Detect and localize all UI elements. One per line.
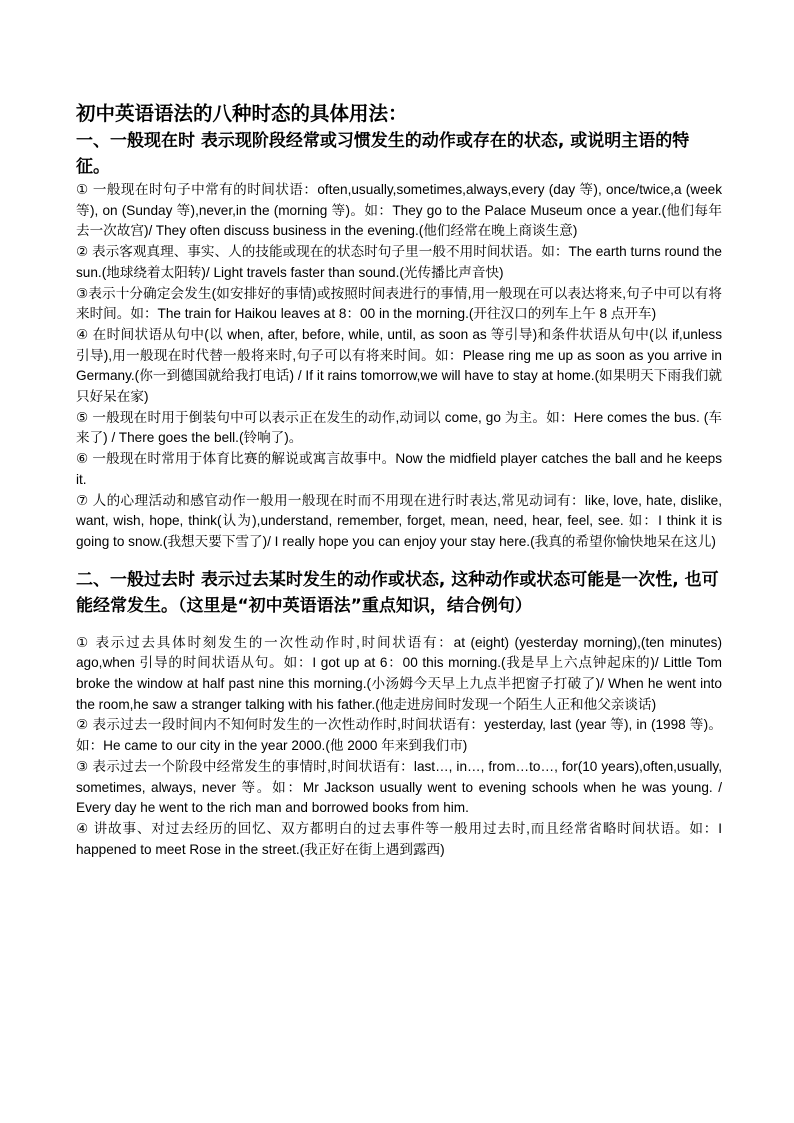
section-1-item-1: ① 一般现在时句子中常有的时间状语：often,usually,sometimes,always,every (day 等), once/twice,a (week 等), on (Sunday 等),never,in the (morning 等)。如：They go to the Palace Museum once a year.(他们每年去一次故宫)/ They often discuss business in the evening.(他们经常在晚上商谈生意) [76,182,722,239]
section-1-item-6: ⑥ 一般现在时常用于体育比赛的解说或寓言故事中。Now the midfield player catches the ball and he keeps it. [76,451,722,487]
section-2-item-1: ① 表示过去具体时刻发生的一次性动作时,时间状语有：at (eight) (yesterday morning),(ten minutes) ago,when 引导的时间状语从句。如：I got up at 6：00 this morning.(我是早上六点钟起床的)/ Little Tom broke the window at half past nine this morning.(小汤姆今天早上九点半把窗子打破了)/ When he went into the room,he saw a stranger talking with his father.(他走进房间时发现一个陌生人正和他父亲谈话) [76,634,722,712]
section-1-heading: 一、一般现在时 表示现阶段经常或习惯发生的动作或存在的状态, 或说明主语的特征。 [76,131,690,177]
section-1-item-4: ④ 在时间状语从句中(以 when, after, before, while, until, as soon as 等引导)和条件状语从句中(以 if,unless 引导),用一般现在时代替一般将来时,句子可以有将来时间。如：Please ring me up as soon as you arrive in Germany.(你一到德国就给我打电话) / If it rains tomorrow,we will have to stay at home.(如果明天下雨我们就只好呆在家) [76,326,722,405]
section-spacer [76,553,722,567]
section-1-item-7: ⑦ 人的心理活动和感官动作一般用一般现在时而不用现在进行时表达,常见动词有：like, love, hate, dislike, want, wish, hope, think(认为),understand, remember, forget, mean, need, hear, feel, see. 如：I think it is going to snow.(我想天要下雪了)/ I really hope you can enjoy your stay here.(我真的希望你愉快地呆在这儿) [76,492,722,549]
section-1-item-2: ② 表示客观真理、事实、人的技能或现在的状态时句子里一般不用时间状语。如：The earth turns round the sun.(地球绕着太阳转)/ Light travels faster than sound.(光传播比声音快) [76,244,722,280]
section-2-item-4: ④ 讲故事、对过去经历的回忆、双方都明白的过去事件等一般用过去时,而且经常省略时间状语。如：I happened to meet Rose in the street.(我正好在街上遇到露西) [76,820,722,857]
section-1-item-5: ⑤ 一般现在时用于倒装句中可以表示正在发生的动作,动词以 come, go 为主。如：Here comes the bus. (车来了) / There goes the bell.(铃响了)。 [76,409,722,446]
section-2-heading: 二、一般过去时 表示过去某时发生的动作或状态, 这种动作或状态可能是一次性, 也可能经常发生。（这里是“初中英语语法”重点知识，结合例句） [76,569,719,616]
document-title: 初中英语语法的八种时态的具体用法： [76,102,408,125]
section-2-item-3: ③ 表示过去一个阶段中经常发生的事情时,时间状语有：last…, in…, from…to…, for(10 years),often,usually, sometimes, always, never 等。如：Mr Jackson usually went to evening schools when he was young. / Every day he went to the rich man and borrowed books from him. [76,758,722,816]
section-2-item-2: ② 表示过去一段时间内不知何时发生的一次性动作时,时间状语有：yesterday, last (year 等), in (1998 等)。如：He came to our city in the year 2000.(他 2000 年来到我们市) [76,717,722,754]
section-spacer [76,619,722,633]
section-1-item-3: ③表示十分确定会发生(如安排好的事情)或按照时间表进行的事情,用一般现在可以表达将来,句子中可以有将来时间。如：The train for Haikou leaves at 8：00 in the morning.(开往汉口的列车上午 8 点开车) [76,285,722,322]
